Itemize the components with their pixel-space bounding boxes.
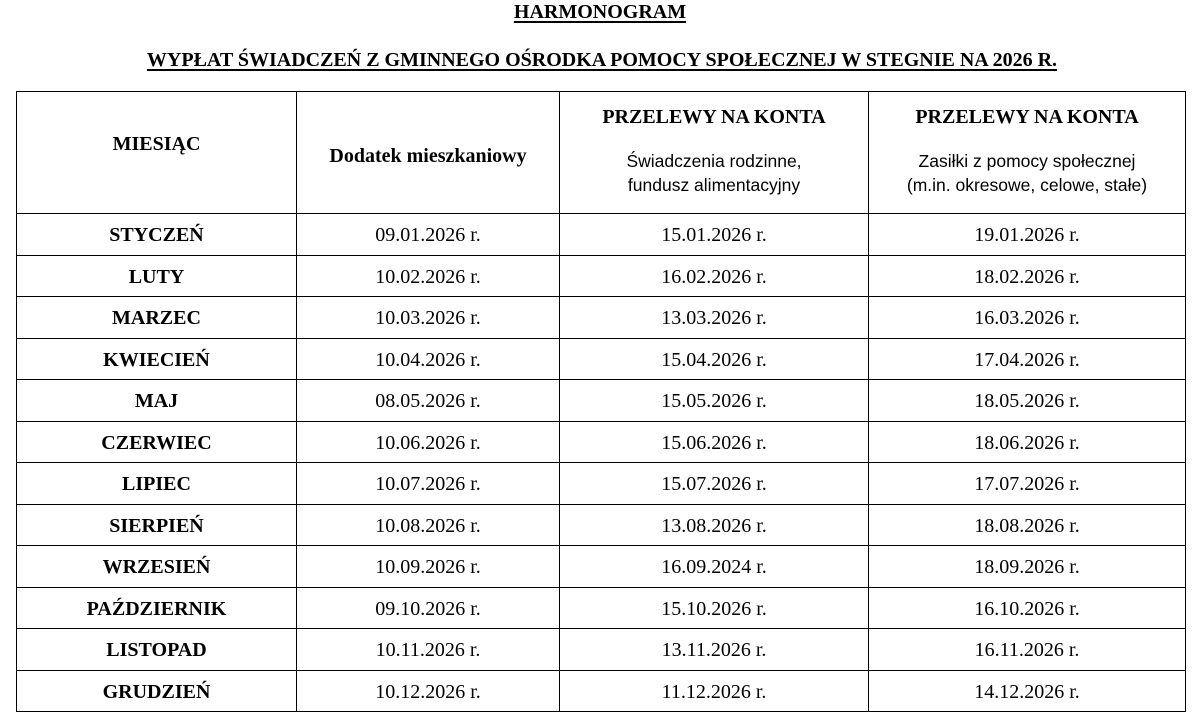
zasilki-date-cell: 18.09.2026 r.: [869, 546, 1186, 588]
header-przelewy-zasilki: [869, 92, 1186, 214]
rodzinne-date-cell: 15.04.2026 r.: [560, 338, 869, 380]
month-cell: LIPIEC: [17, 463, 297, 505]
zasilki-date-cell: 17.04.2026 r.: [869, 338, 1186, 380]
dodatek-date-cell: 10.04.2026 r.: [297, 338, 560, 380]
header-month-label: MIESIĄC: [112, 133, 201, 155]
rodzinne-date-cell: 15.05.2026 r.: [560, 380, 869, 422]
zasilki-date-cell: 18.02.2026 r.: [869, 255, 1186, 297]
document-subtitle: WYPŁAT ŚWIADCZEŃ Z GMINNEGO OŚRODKA POMOCY SPOŁECZNEJ W STEGNIE NA 2026 R.: [146, 49, 1058, 71]
dodatek-date-cell: 10.11.2026 r.: [297, 629, 560, 671]
header-dodatek: [297, 92, 560, 214]
dodatek-date-cell: 10.09.2026 r.: [297, 546, 560, 588]
dodatek-date-cell: 10.03.2026 r.: [297, 297, 560, 339]
table-row: [17, 380, 1186, 422]
dodatek-date-cell: 09.10.2026 r.: [297, 587, 560, 629]
header-rodzinne-line1: Świadczenia rodzinne,: [626, 151, 802, 171]
zasilki-date-cell: 14.12.2026 r.: [869, 670, 1186, 712]
month-cell: MAJ: [17, 380, 297, 422]
zasilki-date-cell: 16.11.2026 r.: [869, 629, 1186, 671]
rodzinne-date-cell: 15.06.2026 r.: [560, 421, 869, 463]
table-row: [17, 421, 1186, 463]
header-rodzinne-line2: fundusz alimentacyjny: [627, 175, 801, 195]
rodzinne-date-cell: 15.01.2026 r.: [560, 214, 869, 256]
dodatek-date-cell: 08.05.2026 r.: [297, 380, 560, 422]
dodatek-date-cell: 10.06.2026 r.: [297, 421, 560, 463]
rodzinne-date-cell: 13.11.2026 r.: [560, 629, 869, 671]
zasilki-date-cell: 16.03.2026 r.: [869, 297, 1186, 339]
header-zasilki-line1: Zasiłki z pomocy społecznej: [918, 151, 1136, 171]
table-row: [17, 255, 1186, 297]
rodzinne-date-cell: 11.12.2026 r.: [560, 670, 869, 712]
header-przelewy-rodzinne-title: PRZELEWY NA KONTA: [602, 106, 826, 128]
header-przelewy-rodzinne-subtitle: [560, 149, 868, 197]
dodatek-date-cell: 10.08.2026 r.: [297, 504, 560, 546]
header-zasilki-line2: (m.in. okresowe, celowe, stałe): [906, 175, 1148, 195]
table-row: [17, 670, 1186, 712]
table-row: [17, 546, 1186, 588]
rodzinne-date-cell: 16.09.2024 r.: [560, 546, 869, 588]
header-dodatek-label: Dodatek mieszkaniowy: [329, 145, 527, 167]
zasilki-date-cell: 16.10.2026 r.: [869, 587, 1186, 629]
zasilki-date-cell: 18.08.2026 r.: [869, 504, 1186, 546]
dodatek-date-cell: 10.02.2026 r.: [297, 255, 560, 297]
month-cell: KWIECIEŃ: [17, 338, 297, 380]
table-header-row: [17, 92, 1186, 214]
payment-schedule-table: [16, 91, 1186, 712]
header-przelewy-rodzinne: [560, 92, 869, 214]
month-cell: GRUDZIEŃ: [17, 670, 297, 712]
table-row: [17, 629, 1186, 671]
table-row: [17, 297, 1186, 339]
table-row: [17, 504, 1186, 546]
dodatek-date-cell: 10.07.2026 r.: [297, 463, 560, 505]
table-row: [17, 214, 1186, 256]
table-row: [17, 463, 1186, 505]
month-cell: PAŹDZIERNIK: [17, 587, 297, 629]
month-cell: WRZESIEŃ: [17, 546, 297, 588]
month-cell: MARZEC: [17, 297, 297, 339]
month-cell: CZERWIEC: [17, 421, 297, 463]
document-title: HARMONOGRAM: [513, 1, 687, 23]
rodzinne-date-cell: 15.10.2026 r.: [560, 587, 869, 629]
month-cell: SIERPIEŃ: [17, 504, 297, 546]
table-row: [17, 338, 1186, 380]
zasilki-date-cell: 18.06.2026 r.: [869, 421, 1186, 463]
month-cell: STYCZEŃ: [17, 214, 297, 256]
month-cell: LUTY: [17, 255, 297, 297]
rodzinne-date-cell: 16.02.2026 r.: [560, 255, 869, 297]
zasilki-date-cell: 17.07.2026 r.: [869, 463, 1186, 505]
header-month: [17, 92, 297, 214]
zasilki-date-cell: 18.05.2026 r.: [869, 380, 1186, 422]
rodzinne-date-cell: 13.03.2026 r.: [560, 297, 869, 339]
rodzinne-date-cell: 13.08.2026 r.: [560, 504, 869, 546]
zasilki-date-cell: 19.01.2026 r.: [869, 214, 1186, 256]
month-cell: LISTOPAD: [17, 629, 297, 671]
header-przelewy-zasilki-subtitle: [869, 149, 1185, 197]
dodatek-date-cell: 09.01.2026 r.: [297, 214, 560, 256]
table-row: [17, 587, 1186, 629]
header-przelewy-zasilki-title: PRZELEWY NA KONTA: [915, 106, 1139, 128]
rodzinne-date-cell: 15.07.2026 r.: [560, 463, 869, 505]
dodatek-date-cell: 10.12.2026 r.: [297, 670, 560, 712]
